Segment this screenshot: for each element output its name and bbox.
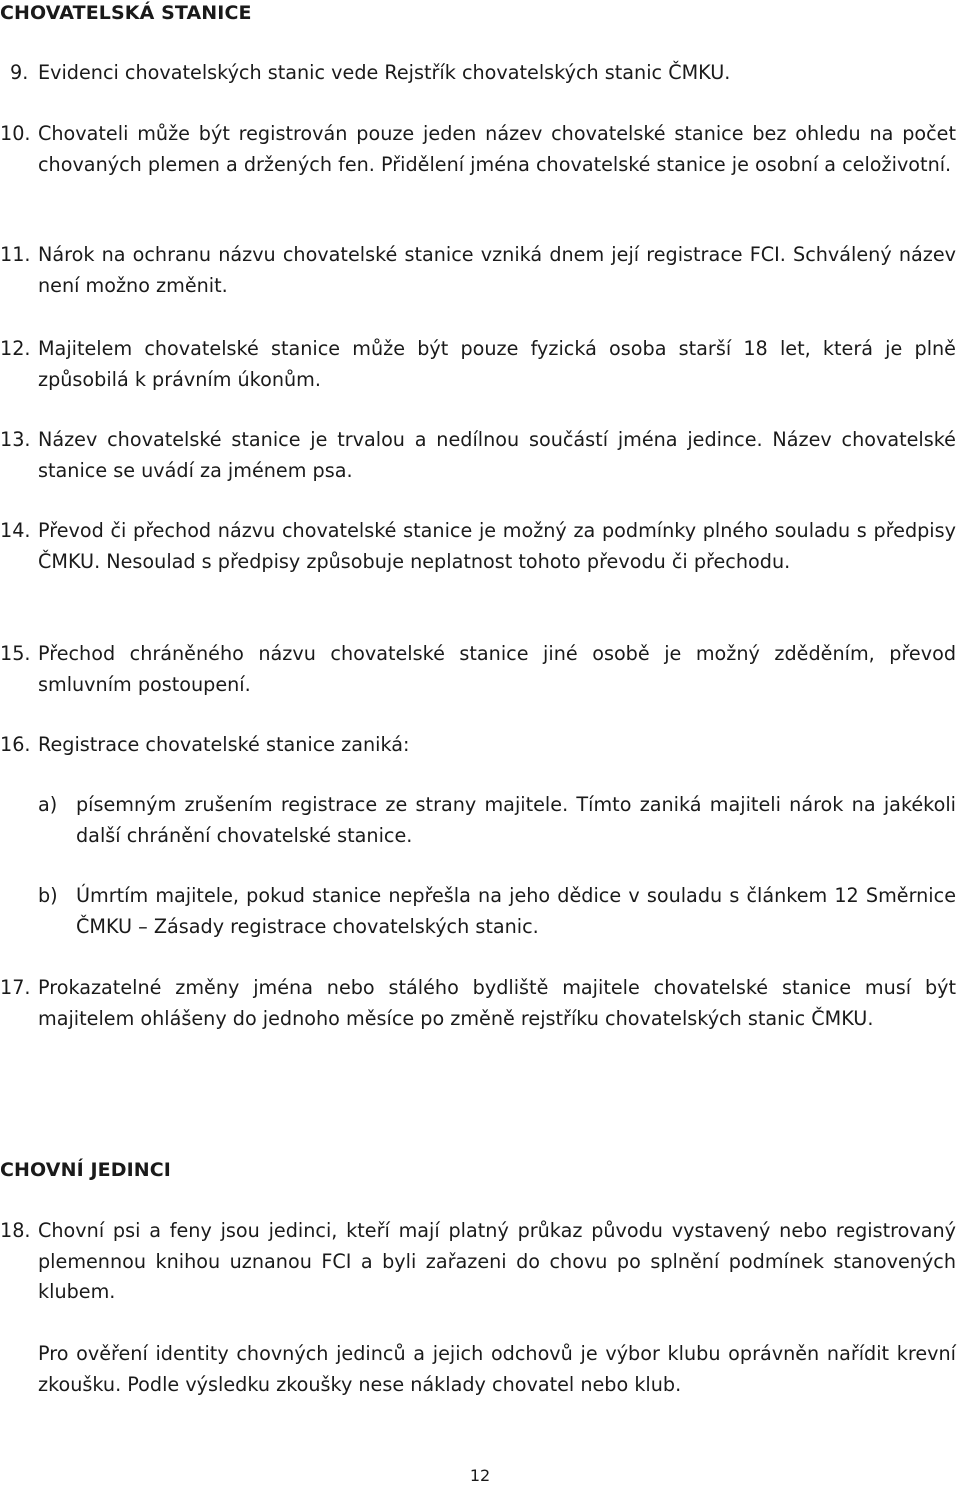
section-heading-chovatelska-stanice: CHOVATELSKÁ STANICE xyxy=(0,2,252,24)
article-text: Přechod chráněného názvu chovatelské stanice jiné osobě je možný zděděním, převod smluvním postoupení. xyxy=(38,642,956,696)
article-text: Název chovatelské stanice je trvalou a nedílnou součástí jména jedince. Název chovatelské stanice se uvádí za jménem psa. xyxy=(38,428,956,482)
article-number: 15. xyxy=(0,642,31,665)
article-number: 16. xyxy=(0,733,31,756)
subitem-text: Úmrtím majitele, pokud stanice nepřešla na jeho dědice v souladu s článkem 12 Směrnice ČMKU – Zásady registrace chovatelských stanic. xyxy=(76,884,956,938)
article-text: Registrace chovatelské stanice zaniká: xyxy=(38,733,410,756)
article-text: Majitelem chovatelské stanice může být pouze fyzická osoba starší 18 let, která je plně způsobilá k právním úkonům. xyxy=(38,337,956,391)
article-14 xyxy=(0,516,956,577)
article-text: Nárok na ochranu názvu chovatelské stanice vzniká dnem její registrace FCI. Schválený název není možno změnit. xyxy=(38,243,956,297)
article-13 xyxy=(0,425,956,486)
article-number: 18. xyxy=(0,1219,31,1242)
article-number: 17. xyxy=(0,976,31,999)
article-number: 9. xyxy=(10,61,29,84)
article-15 xyxy=(0,639,956,700)
article-number: 12. xyxy=(0,337,31,360)
article-text: Evidenci chovatelských stanic vede Rejstřík chovatelských stanic ČMKU. xyxy=(38,61,731,84)
article-10 xyxy=(0,119,956,180)
subitem-marker: b) xyxy=(38,884,58,907)
article-16 xyxy=(0,730,956,761)
section-heading-chovni-jedinci: CHOVNÍ JEDINCI xyxy=(0,1159,171,1181)
article-number: 10. xyxy=(0,122,31,145)
article-17 xyxy=(0,973,956,1034)
article-12 xyxy=(0,334,956,395)
article-16-subitem-a xyxy=(0,790,956,851)
article-text: Chovateli může být registrován pouze jeden název chovatelské stanice bez ohledu na počet chovaných plemen a držených fen. Přidělení jména chovatelské stanice je osobní a celoživotní. xyxy=(38,122,956,176)
subitem-marker: a) xyxy=(38,793,58,816)
article-text: Chovní psi a feny jsou jedinci, kteří mají platný průkaz původu vystavený nebo registrovaný plemennou knihou uznanou FCI a byli zařazeni do chovu po splnění podmínek stanovených klubem. xyxy=(38,1219,956,1303)
article-number: 13. xyxy=(0,428,31,451)
article-11 xyxy=(0,240,956,301)
article-18-note: Pro ověření identity chovných jedinců a jejich odchovů je výbor klubu oprávněn nařídit krevní zkoušku. Podle výsledku zkoušky nese náklady chovatel nebo klub. xyxy=(38,1342,956,1396)
article-text: Prokazatelné změny jména nebo stálého bydliště majitele chovatelské stanice musí být majitelem ohlášeny do jednoho měsíce po změně rejstříku chovatelských stanic ČMKU. xyxy=(38,976,956,1030)
article-16-subitem-b xyxy=(0,881,956,942)
article-number: 11. xyxy=(0,243,31,266)
subitem-text: písemným zrušením registrace ze strany majitele. Tímto zaniká majiteli nárok na jakékoli další chránění chovatelské stanice. xyxy=(76,793,956,847)
page-number: 12 xyxy=(469,1466,491,1485)
article-text: Převod či přechod názvu chovatelské stanice je možný za podmínky plného souladu s předpisy ČMKU. Nesoulad s předpisy způsobuje neplatnost tohoto převodu či přechodu. xyxy=(38,519,956,573)
article-18 xyxy=(0,1216,956,1308)
article-9 xyxy=(0,58,956,89)
article-number: 14. xyxy=(0,519,31,542)
